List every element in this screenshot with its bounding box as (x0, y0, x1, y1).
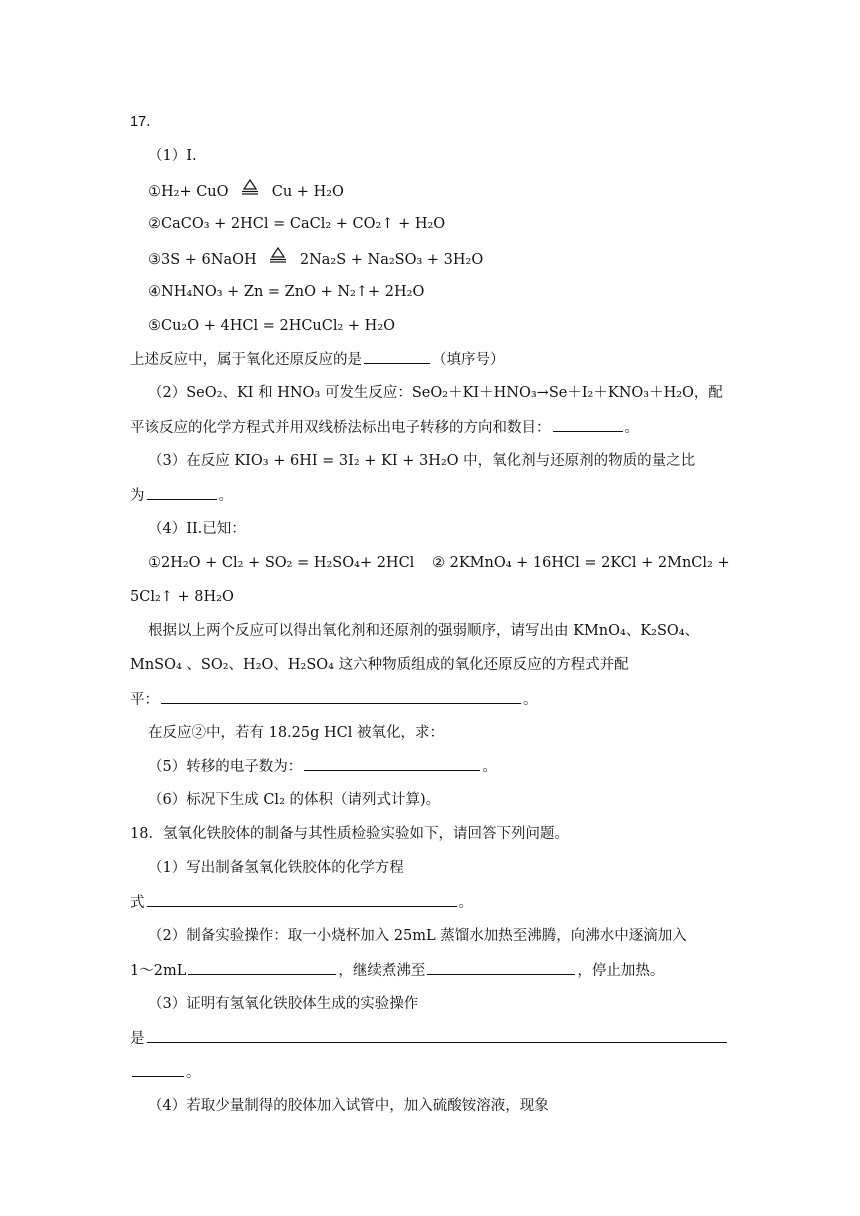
reaction-text: CaCO₃ + 2HCl = CaCl₂ + CO₂↑ + H₂O (161, 216, 446, 232)
q17-part4-text1: 根据以上两个反应可以得出氧化剂和还原剂的强弱顺序，请写出由 KMnO₄、K₂SO₄、 (148, 623, 700, 639)
q17-part4-reaction-b-cont: 5Cl₂↑ + 8H₂O (130, 589, 234, 605)
answer-blank[interactable] (364, 349, 430, 364)
q17-part4-text3: 平： 。 (130, 689, 538, 710)
answer-blank[interactable] (147, 892, 457, 907)
q17-part4-text2: MnSO₄ 、SO₂、H₂O、H₂SO₄ 这六种物质组成的氧化还原反应的方程式并配 (130, 657, 629, 673)
q17-part4-label: （4）II.已知： (148, 521, 246, 537)
q17-reaction-2 (148, 214, 445, 234)
reaction-lhs: 3S + 6NaOH (161, 252, 257, 268)
reaction-mark: ② (148, 216, 161, 232)
q17-part3-line1: （3）在反应 KIO₃ + 6HI = 3I₂ + KI + 3H₂O 中，氧化剂与还原剂的物质的量之比 (148, 453, 696, 469)
q17-part1-question: 上述反应中，属于氧化还原反应的是 （填序号） (130, 349, 505, 370)
q17-reaction-3 (148, 248, 483, 270)
q18-part1-line1: （1）写出制备氢氧化铁胶体的化学方程 (148, 860, 404, 876)
q17-part3-line2: 为 。 (130, 485, 233, 506)
reaction-text: NH₄NO₃ + Zn = ZnO + N₂↑+ 2H₂O (161, 284, 425, 300)
reaction-mark: ① (148, 184, 161, 200)
q17-reaction-5 (148, 316, 395, 336)
q17-part4-reaction-a: ①2H₂O + Cl₂ + SO₂ = H₂SO₄+ 2HCl (148, 555, 415, 571)
q17-part5: （5）转移的电子数为： 。 (148, 756, 497, 777)
reaction-lhs: H₂+ CuO (161, 184, 229, 200)
q18-part3-line3: 。 (130, 1062, 201, 1083)
q17-reaction-1 (148, 180, 344, 202)
reaction-rhs: 2Na₂S + Na₂SO₃ + 3H₂O (299, 252, 484, 268)
q17-part2-line2: 平该反应的化学方程式并用双线桥法标出电子转移的方向和数目： 。 (130, 417, 639, 438)
q17-part2-line1: （2）SeO₂、KI 和 HNO₃ 可发生反应：SeO₂＋KI＋HNO₃→Se＋I₂＋KNO₃＋H₂O，配 (148, 385, 723, 401)
q17-part4-reaction-b: ② 2KMnO₄ + 16HCl = 2KCl + 2MnCl₂ + (432, 555, 730, 571)
q17-reaction-4 (148, 282, 424, 302)
q18-part3-line1: （3）证明有氢氧化铁胶体生成的实验操作 (148, 996, 419, 1012)
answer-blank[interactable] (161, 689, 521, 704)
answer-blank[interactable] (147, 1028, 727, 1043)
q18-part3-line2: 是 (130, 1028, 729, 1049)
q17-part1-label: （1）I. (148, 148, 197, 164)
q18-part2-line2: 1～2mL ，继续煮沸至 ，停止加热。 (130, 960, 664, 981)
reaction-text: Cu₂O + 4HCl = 2HCuCl₂ + H₂O (161, 318, 396, 334)
q17-part4-text4: 在反应②中，若有 18.25g HCl 被氧化，求： (148, 725, 444, 741)
reaction-mark: ⑤ (148, 318, 161, 334)
q18-part4-line1: （4）若取少量制得的胶体加入试管中，加入硫酸铵溶液，现象 (148, 1098, 549, 1114)
heat-condition-icon (233, 179, 267, 195)
q18-part1-line2: 式 。 (130, 892, 473, 913)
q17-part6: （6）标况下生成 Cl₂ 的体积（请列式计算)。 (148, 792, 441, 808)
q18-part2-line1: （2）制备实验操作：取一小烧杯加入 25mL 蒸馏水加热至沸腾，向沸水中逐滴加入 (148, 928, 687, 944)
answer-blank[interactable] (132, 1062, 184, 1077)
answer-blank[interactable] (304, 756, 480, 771)
reaction-rhs: Cu + H₂O (271, 184, 344, 200)
reaction-mark: ④ (148, 284, 161, 300)
q18-intro: 18．氢氧化铁胶体的制备与其性质检验实验如下，请回答下列问题。 (130, 826, 569, 842)
question-17-number: 17． (130, 114, 161, 130)
answer-blank[interactable] (427, 960, 575, 975)
answer-blank[interactable] (188, 960, 336, 975)
reaction-mark: ③ (148, 252, 161, 268)
answer-blank[interactable] (553, 417, 623, 432)
heat-condition-icon (261, 247, 295, 263)
answer-blank[interactable] (147, 485, 217, 500)
